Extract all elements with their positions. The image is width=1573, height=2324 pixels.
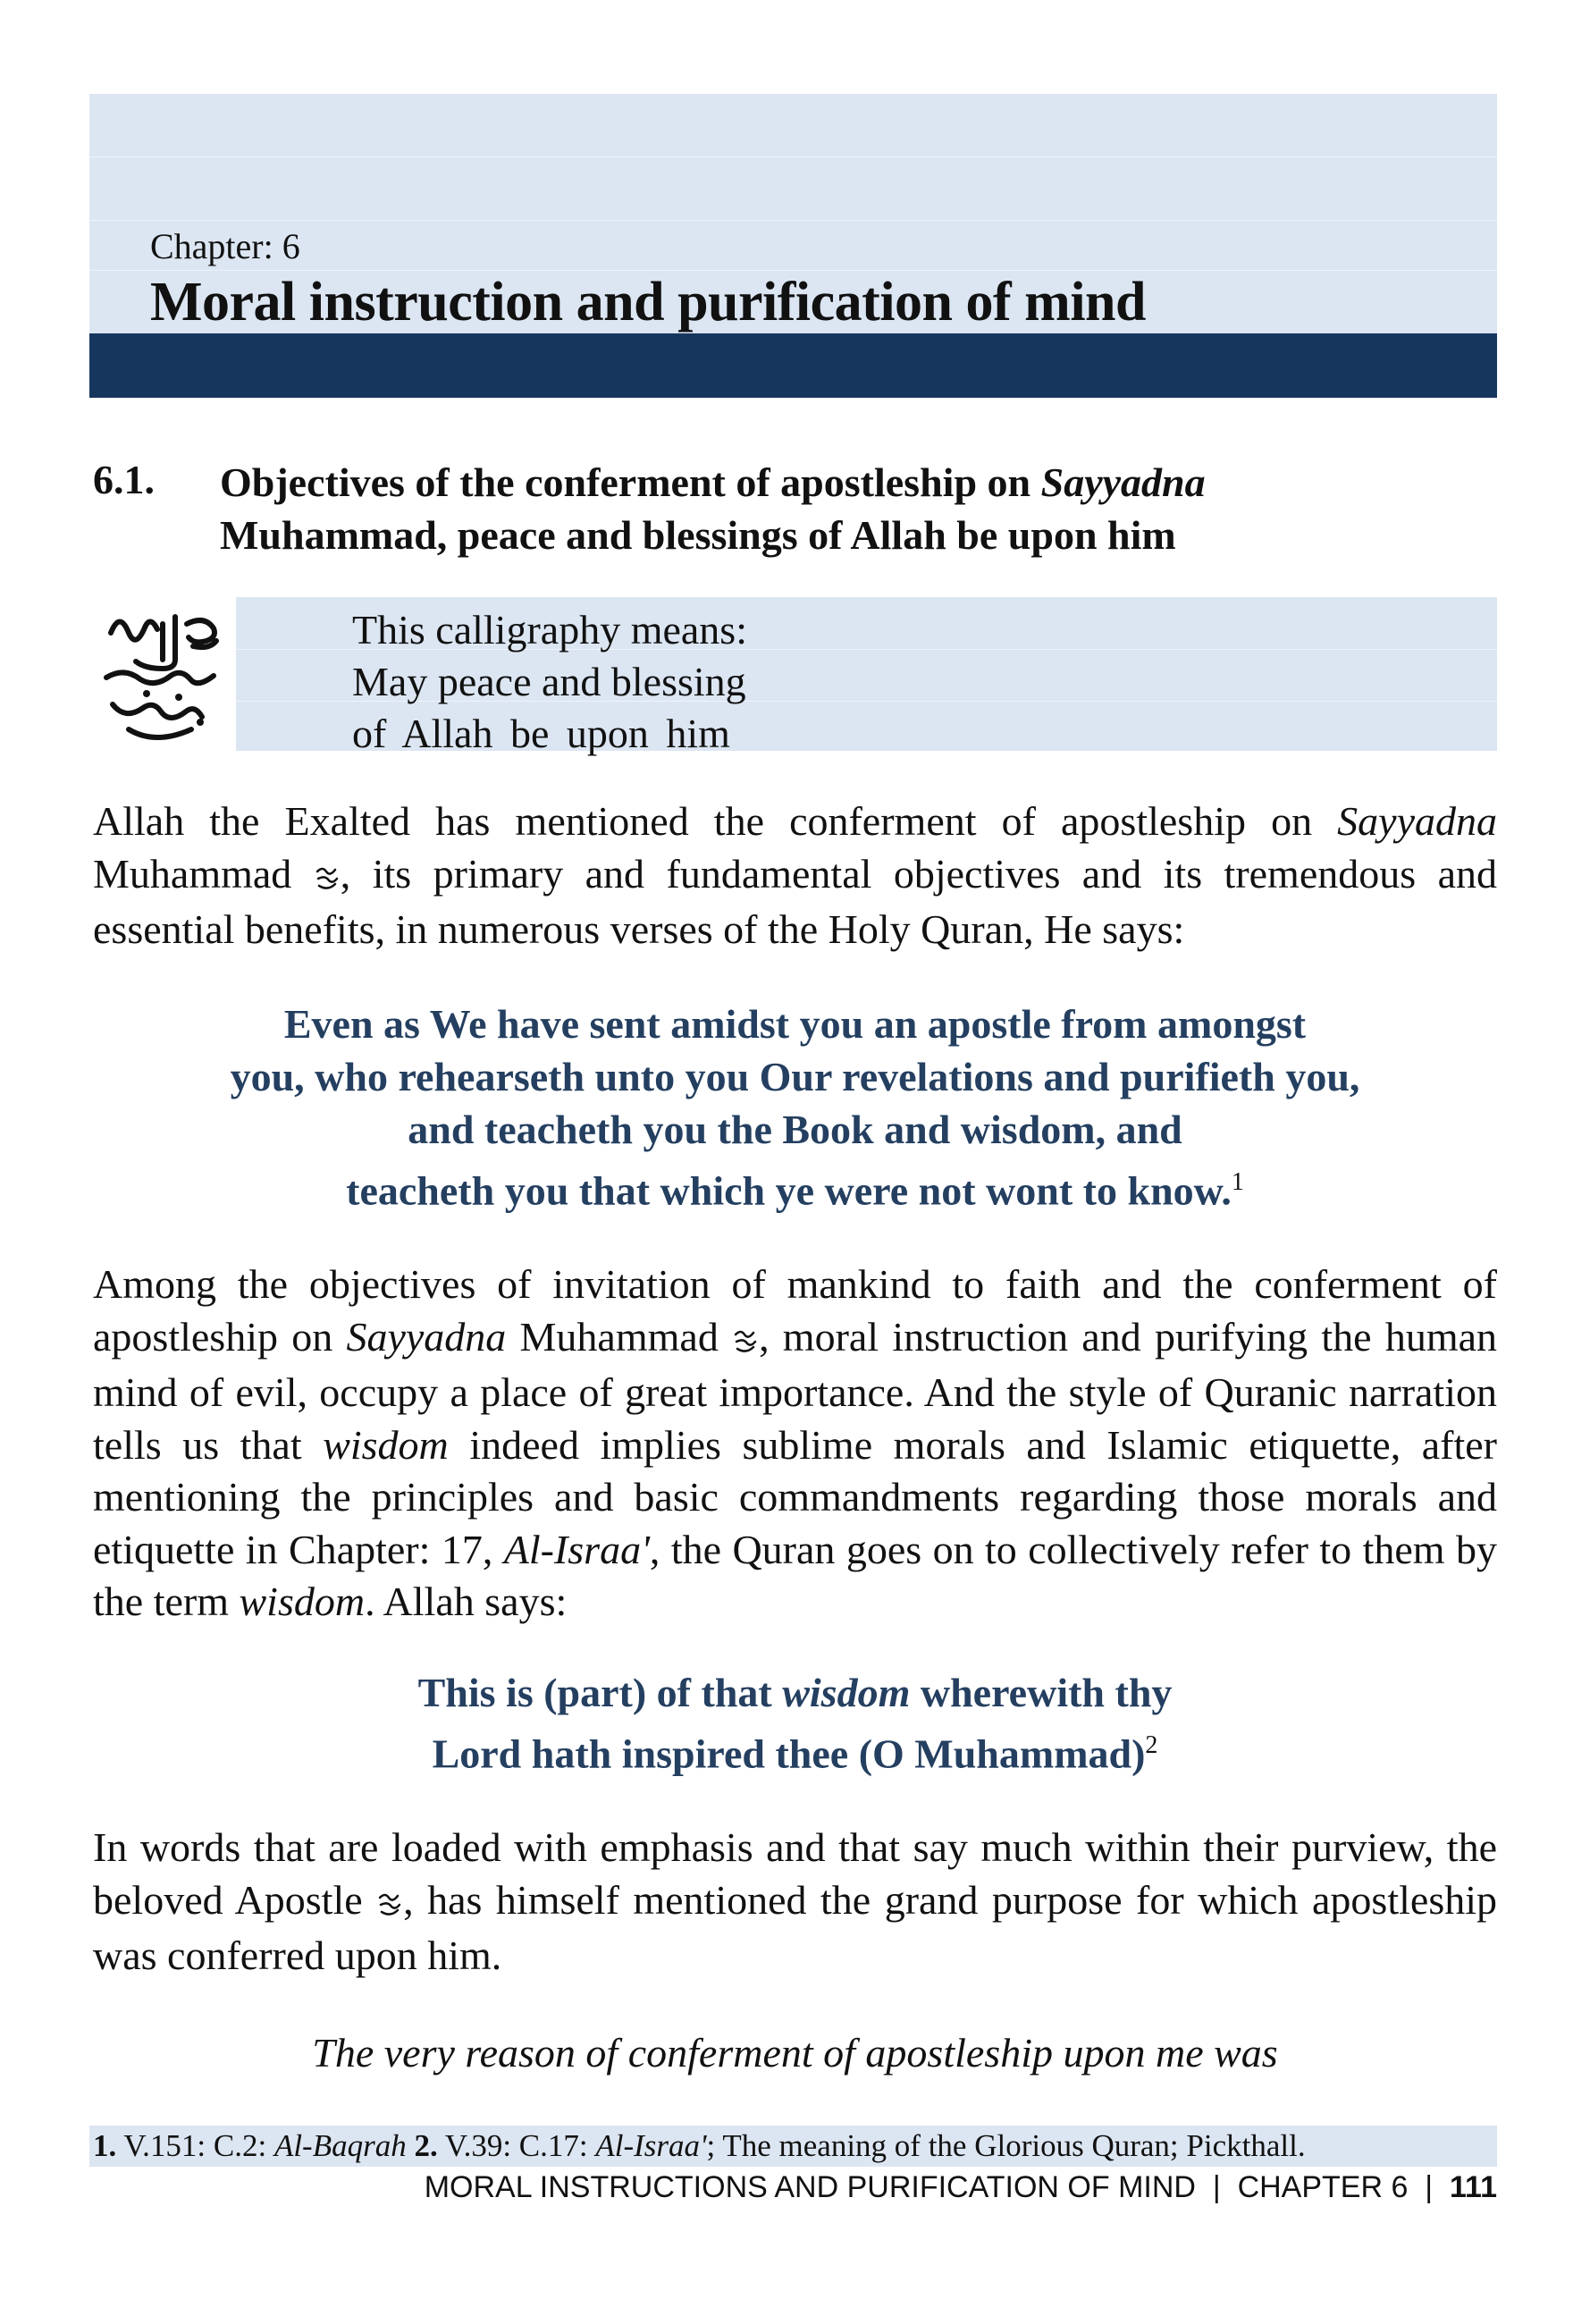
text-run: V.151: C.2: — [116, 2128, 274, 2163]
banner-rule — [89, 220, 1497, 221]
quran-quote-2 — [93, 1666, 1497, 1780]
chapter-banner — [89, 94, 1497, 398]
box-rule — [93, 701, 1497, 702]
paragraph-1 — [93, 796, 1497, 956]
footnotes — [89, 2126, 1497, 2167]
text-run: This is (part) of that — [417, 1670, 783, 1715]
page-number: 111 — [1450, 2170, 1497, 2204]
calligraphy-line3: of Allah be upon him — [352, 711, 730, 756]
section-number: 6.1. — [93, 457, 155, 502]
calligraphy-line1: This calligraphy means: — [352, 607, 747, 653]
italic-run: Al-Israa' — [595, 2128, 707, 2163]
text-run: , moral instruction and purifying the human mind of evil, occupy a place of great importance. And the style of Quranic narration tells us that — [93, 1313, 1498, 1468]
paragraph-2 — [93, 1259, 1497, 1629]
text-run: In words that are loaded with emphasis and that say much within their purview, the beloved Apostle — [93, 1824, 1497, 1923]
running-footer — [425, 2170, 1497, 2205]
italic-run: wisdom — [323, 1421, 449, 1468]
footer-text: MORAL INSTRUCTIONS AND PURIFICATION OF MIND | CHAPTER 6 | — [424, 2170, 1451, 2204]
text-run: . Allah says: — [365, 1579, 568, 1625]
pbuh-icon — [732, 1315, 759, 1368]
text-run: , has himself mentioned the grand purpose for which apostleship was conferred upon him. — [93, 1876, 1497, 1979]
text-run: indeed implies sublime morals and Islamic etiquette, after mentioning the principles and basic commandments regarding those morals and etiquette in Chapter: 17, — [93, 1421, 1497, 1572]
chapter-label: Chapter: 6 — [150, 226, 300, 266]
quote1-line1: Even as We have sent amidst you an apostle from amongst — [283, 1001, 1307, 1047]
quote1-line2: you, who rehearseth unto you Our revelations and purifieth you, — [230, 1054, 1360, 1099]
text-run: Among the objectives of invitation of mankind to faith and the conferment of apostleship on — [93, 1261, 1497, 1360]
italic-run: Al-Israa' — [503, 1526, 650, 1572]
pbuh-icon — [314, 852, 341, 905]
quote1-line4-text: teacheth you that which ye were not wont to know. — [346, 1167, 1232, 1214]
quote2-line1 — [93, 1666, 1497, 1719]
text-run: Muhammad — [506, 1313, 733, 1360]
text-run: Muhammad — [93, 850, 314, 897]
text-run: wherewith thy — [910, 1670, 1173, 1715]
footnote-number: 1. — [93, 2128, 117, 2163]
text-run: , the Quran goes on to collectively refer to them by the term — [93, 1526, 1498, 1625]
footnote-ref-2: 2 — [1145, 1731, 1158, 1759]
calligraphy-meaning — [352, 604, 747, 760]
text-run: Allah the Exalted has mentioned the conferment of apostleship on — [93, 798, 1338, 844]
chapter-title: Moral instruction and purification of mind — [150, 272, 1147, 333]
footnote-ref-1: 1 — [1231, 1168, 1244, 1196]
chapter-banner-bar — [89, 333, 1497, 398]
italic-run: wisdom — [239, 1579, 366, 1625]
italic-run: wisdom — [782, 1670, 911, 1715]
paragraph-3 — [93, 1822, 1497, 1983]
section-title-part2: Muhammad, peace and blessings of Allah be upon him — [220, 512, 1176, 558]
text-run: , its primary and fundamental objectives and its tremendous and essential benefits, in numerous verses of the Holy Quran, He says: — [93, 850, 1498, 953]
text-run: ; The meaning of the Glorious Quran; Pickthall. — [706, 2128, 1306, 2163]
quote2-line2 — [93, 1719, 1497, 1780]
section-title-italic: Sayyadna — [1040, 459, 1206, 505]
calligraphy-box — [93, 597, 1497, 756]
italic-run: Sayyadna — [346, 1313, 507, 1360]
section-title-part1: Objectives of the conferment of apostleship on — [220, 459, 1041, 505]
closing-line: The very reason of conferment of apostleship upon me was — [312, 2030, 1278, 2076]
quote1-line4 — [93, 1156, 1497, 1217]
italic-run: Al-Baqrah — [273, 2128, 407, 2163]
quran-quote-1 — [93, 998, 1497, 1217]
calligraphy-icon — [93, 597, 236, 751]
quote1-line3: and teacheth you the Book and wisdom, and — [408, 1107, 1182, 1152]
italic-run: Sayyadna — [1337, 798, 1497, 844]
box-rule — [93, 649, 1497, 650]
banner-rule — [89, 156, 1497, 157]
section-title — [220, 456, 1471, 561]
calligraphy-line2: May peace and blessing — [352, 659, 746, 704]
footnote-number: 2. — [406, 2128, 438, 2163]
pbuh-icon — [376, 1878, 403, 1931]
text-run: V.39: C.17: — [437, 2128, 596, 2163]
text-run: Lord hath inspired thee (O Muhammad) — [432, 1730, 1146, 1777]
